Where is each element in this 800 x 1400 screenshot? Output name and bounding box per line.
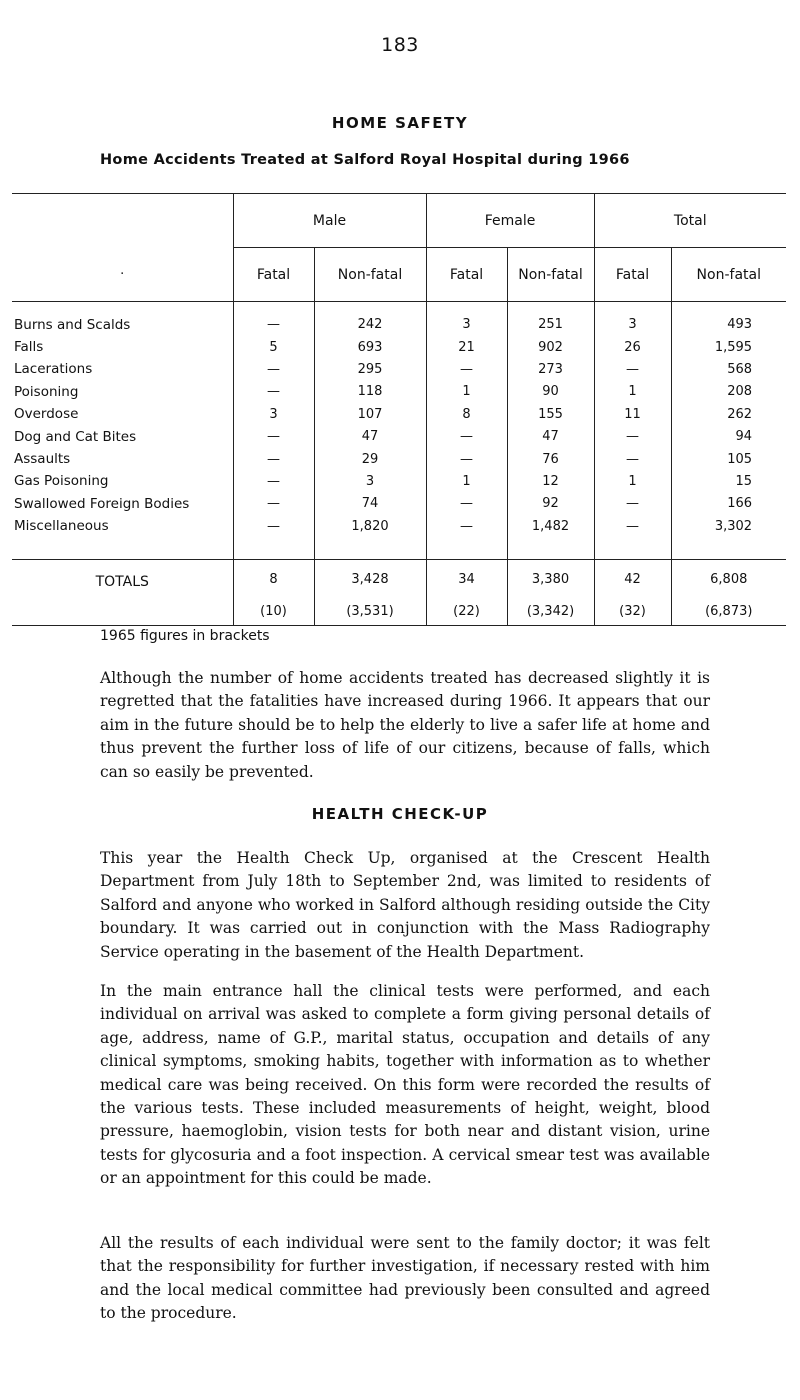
cell: — bbox=[426, 493, 507, 515]
home-accidents-table bbox=[12, 193, 786, 626]
header-blank bbox=[12, 194, 233, 248]
cell: 166 bbox=[671, 493, 786, 515]
header-female: Female bbox=[426, 194, 594, 248]
cell: — bbox=[594, 448, 671, 470]
total-cell: 6,808 bbox=[671, 559, 786, 598]
cell: 155 bbox=[507, 403, 594, 425]
table-body bbox=[12, 302, 786, 626]
table-row bbox=[12, 515, 786, 537]
cell: 76 bbox=[507, 448, 594, 470]
total-cell: 8 bbox=[233, 559, 314, 598]
total-cell: 3,428 bbox=[314, 559, 426, 598]
cell: 47 bbox=[314, 425, 426, 447]
table-row bbox=[12, 403, 786, 425]
cell: 1 bbox=[594, 470, 671, 492]
header-total-nonfatal: Non-fatal bbox=[671, 248, 786, 302]
prev-year-row bbox=[12, 598, 786, 625]
header-male-fatal: Fatal bbox=[233, 248, 314, 302]
cell: — bbox=[233, 448, 314, 470]
cell: 11 bbox=[594, 403, 671, 425]
prev-year-cell: (3,342) bbox=[507, 598, 594, 625]
cell: 262 bbox=[671, 403, 786, 425]
header-dot: · bbox=[12, 248, 233, 302]
cell: 5 bbox=[233, 336, 314, 358]
table-row bbox=[12, 470, 786, 492]
cell: — bbox=[233, 425, 314, 447]
cell: 107 bbox=[314, 403, 426, 425]
cell: 493 bbox=[671, 314, 786, 336]
total-cell: 42 bbox=[594, 559, 671, 598]
cell: 21 bbox=[426, 336, 507, 358]
cell: 92 bbox=[507, 493, 594, 515]
prev-year-cell: (22) bbox=[426, 598, 507, 625]
row-label: Overdose bbox=[14, 406, 79, 423]
cell: 8 bbox=[426, 403, 507, 425]
cell: 1,820 bbox=[314, 515, 426, 537]
table-title: Home Accidents Treated at Salford Royal Hospital during 1966 bbox=[100, 152, 630, 168]
table-row bbox=[12, 314, 786, 336]
header-female-nonfatal: Non-fatal bbox=[507, 248, 594, 302]
prev-year-cell: (32) bbox=[594, 598, 671, 625]
row-label: Poisoning bbox=[14, 383, 79, 400]
cell: 568 bbox=[671, 358, 786, 380]
header-total: Total bbox=[594, 194, 786, 248]
row-label: Gas Poisoning bbox=[14, 473, 109, 490]
paragraph-clinical-tests: In the main entrance hall the clinical tests were performed, and each individual on arrival was asked to complete a form giving personal details of age, address, name of G.P., marital status, occupation and details of any clinical symptoms, smoking habits, together with information as to whether medical care was being received. On this form were recorded the results of the various tests. These included measurements of height, weight, blood pressure, haemoglobin, vision tests for both near and distant vision, urine tests for glycosuria and a foot inspection. A cervical smear test was available or an appointment for this could be made. bbox=[100, 982, 710, 1188]
prev-year-cell: (6,873) bbox=[671, 598, 786, 625]
section-title-home-safety: HOME SAFETY bbox=[331, 114, 469, 132]
row-label: Falls bbox=[14, 339, 44, 356]
cell: 74 bbox=[314, 493, 426, 515]
cell: 1,482 bbox=[507, 515, 594, 537]
cell: 251 bbox=[507, 314, 594, 336]
table-note: 1965 figures in brackets bbox=[100, 628, 270, 644]
cell: — bbox=[594, 425, 671, 447]
cell: — bbox=[594, 493, 671, 515]
totals-label: TOTALS bbox=[95, 574, 149, 591]
table-row bbox=[12, 336, 786, 358]
cell: — bbox=[426, 515, 507, 537]
cell: 15 bbox=[671, 470, 786, 492]
cell: — bbox=[426, 358, 507, 380]
cell: — bbox=[233, 381, 314, 403]
table-row bbox=[12, 448, 786, 470]
total-cell: 3,380 bbox=[507, 559, 594, 598]
row-label: Burns and Scalds bbox=[14, 316, 131, 333]
cell: — bbox=[594, 515, 671, 537]
totals-row bbox=[12, 559, 786, 598]
cell: 273 bbox=[507, 358, 594, 380]
paragraph-results: All the results of each individual were sent to the family doctor; it was felt that the responsibility for further investigation, if necessary rested with him and the local medical committee had previously been consulted and agreed to the procedure. bbox=[100, 1234, 710, 1323]
cell: 242 bbox=[314, 314, 426, 336]
cell: — bbox=[233, 470, 314, 492]
cell: — bbox=[233, 314, 314, 336]
cell: 105 bbox=[671, 448, 786, 470]
cell: 94 bbox=[671, 425, 786, 447]
cell: 3 bbox=[314, 470, 426, 492]
header-female-fatal: Fatal bbox=[426, 248, 507, 302]
cell: — bbox=[426, 448, 507, 470]
header-total-fatal: Fatal bbox=[594, 248, 671, 302]
cell: 3 bbox=[426, 314, 507, 336]
cell: 1 bbox=[426, 381, 507, 403]
cell: 1 bbox=[426, 470, 507, 492]
cell: 90 bbox=[507, 381, 594, 403]
cell: 3 bbox=[594, 314, 671, 336]
cell: — bbox=[594, 358, 671, 380]
table-row bbox=[12, 358, 786, 380]
page-number: 183 bbox=[381, 34, 419, 56]
cell: 3,302 bbox=[671, 515, 786, 537]
paragraph-health-check-intro: This year the Health Check Up, organised at the Crescent Health Department from July 18th to September 2nd, was limited to residents of Salford and anyone who worked in Salford although residing outside the City boundary. It was carried out in conjunction with the Mass Radiography Service operating in the basement of the Health Department. bbox=[100, 849, 710, 961]
row-label: Miscellaneous bbox=[14, 518, 109, 535]
header-male: Male bbox=[233, 194, 426, 248]
header-male-nonfatal: Non-fatal bbox=[314, 248, 426, 302]
cell: 208 bbox=[671, 381, 786, 403]
paragraph-home-safety: Although the number of home accidents treated has decreased slightly it is regretted that the fatalities have increased during 1966. It appears that our aim in the future should be to help the elderly to live a safer life at home and thus prevent the further loss of life of our citizens, because of falls, which can so easily be prevented. bbox=[100, 669, 710, 781]
cell: — bbox=[233, 358, 314, 380]
cell: 118 bbox=[314, 381, 426, 403]
prev-year-cell: (3,531) bbox=[314, 598, 426, 625]
total-cell: 34 bbox=[426, 559, 507, 598]
cell: — bbox=[233, 515, 314, 537]
cell: 693 bbox=[314, 336, 426, 358]
prev-year-cell: (10) bbox=[233, 598, 314, 625]
row-label: Swallowed Foreign Bodies bbox=[14, 495, 190, 512]
cell: 295 bbox=[314, 358, 426, 380]
table-row bbox=[12, 425, 786, 447]
cell: 902 bbox=[507, 336, 594, 358]
table-row bbox=[12, 493, 786, 515]
section-title-health-check-up: HEALTH CHECK-UP bbox=[311, 805, 489, 823]
cell: — bbox=[426, 425, 507, 447]
cell: 1,595 bbox=[671, 336, 786, 358]
cell: 3 bbox=[233, 403, 314, 425]
row-label: Lacerations bbox=[14, 361, 93, 378]
row-label: Dog and Cat Bites bbox=[14, 428, 137, 445]
cell: 29 bbox=[314, 448, 426, 470]
cell: — bbox=[233, 493, 314, 515]
cell: 1 bbox=[594, 381, 671, 403]
row-label: Assaults bbox=[14, 451, 71, 468]
table-row bbox=[12, 381, 786, 403]
cell: 26 bbox=[594, 336, 671, 358]
cell: 12 bbox=[507, 470, 594, 492]
cell: 47 bbox=[507, 425, 594, 447]
